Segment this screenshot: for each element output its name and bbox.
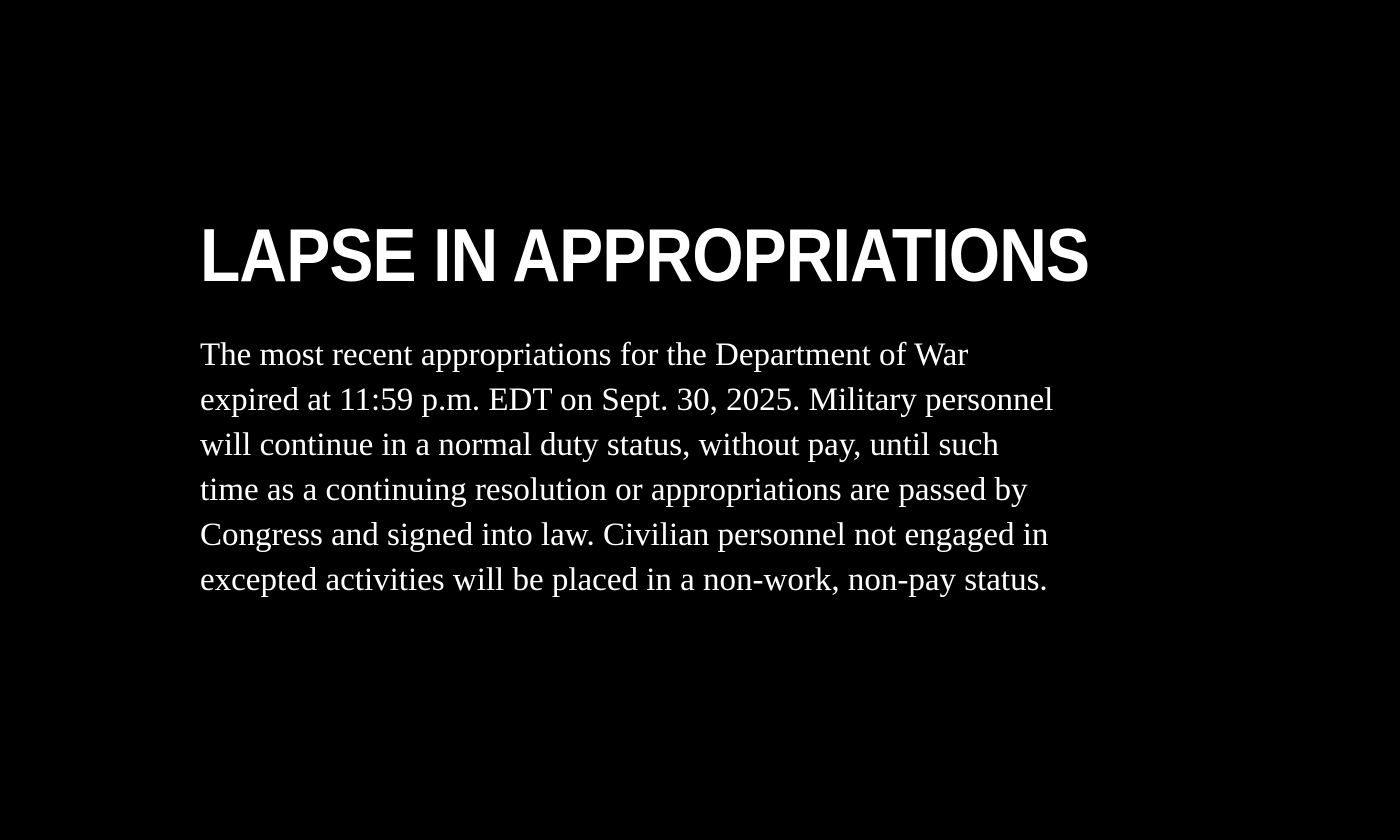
notice-body <box>200 333 1053 603</box>
notice-body-line: Congress and signed into law. Civilian personnel not engaged in <box>200 517 1049 553</box>
notice-body-line: expired at 11:59 p.m. EDT on Sept. 30, 2025. Military personnel <box>200 382 1054 418</box>
notice-body-line: time as a continuing resolution or appropriations are passed by <box>200 472 1028 508</box>
notice-body-line: The most recent appropriations for the Department of War <box>200 337 969 373</box>
notice-body-line: excepted activities will be placed in a non-work, non-pay status. <box>200 562 1048 598</box>
notice-body-line: will continue in a normal duty status, without pay, until such <box>200 427 999 463</box>
notice-title: LAPSE IN APPROPRIATIONS <box>200 213 1090 297</box>
